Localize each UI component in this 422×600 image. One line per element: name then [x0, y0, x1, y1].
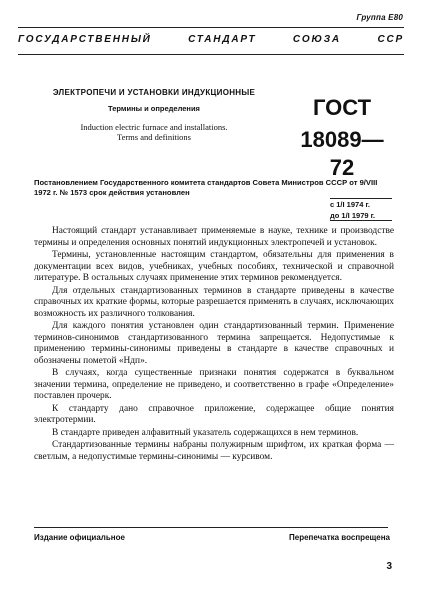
paragraph: Для каждого понятия установлен один стандартизованный термин. Применение терминов-синонимов стандартизованного термина запрещается. Недопустимые к применению термины-синонимы приведены в стандарте в качестве справочных и обозначены пометой «Ндп».	[34, 321, 394, 366]
title-main: ЭЛЕКТРОПЕЧИ И УСТАНОВКИ ИНДУКЦИОННЫЕ	[52, 88, 256, 97]
group-label: Группа Е80	[356, 13, 403, 22]
standard-header-title: ГОСУДАРСТВЕННЫЙ СТАНДАРТ СОЮЗА ССР	[18, 34, 404, 45]
gost-number: 18089—72	[300, 127, 384, 180]
title-english-line-2: Terms and definitions	[116, 132, 191, 142]
paragraph: В случаях, когда существенные признаки понятия содержатся в буквальном значении термина, определение не приведено, и соответственно в графе «Определение» поставлен прочерк.	[34, 368, 394, 401]
body-text	[34, 226, 394, 464]
gost-block	[292, 94, 392, 182]
paragraph: Термины, установленные настоящим стандартом, обязательны для применения в документации всех видов, учебниках, учебных пособиях, технической и справочной литературе. В остальных случаях применение этих терминов рекомендуется.	[34, 250, 394, 283]
footer-reprint-prohibited: Перепечатка воспрещена	[289, 533, 390, 542]
paragraph: Настоящий стандарт устанавливает применяемые в науке, технике и производстве термины и определения основных понятий индукционных электропечей и установок.	[34, 226, 394, 248]
footer-rule	[34, 527, 388, 528]
date-rule-bottom	[330, 220, 392, 221]
paragraph: К стандарту дано справочное приложение, содержащее общие понятия электротермии.	[34, 403, 394, 425]
title-block	[34, 88, 274, 142]
title-english-line-1: Induction electric furnace and installations.	[80, 122, 228, 132]
paragraph: Для отдельных стандартизованных терминов в стандарте приведены в качестве справочных их краткие формы, которые разрешается применять в случаях, исключающих возможность их различного толкования.	[34, 285, 394, 319]
decree-text: Постановлением Государственного комитета стандартов Совета Министров СССР от 9/VIII 1972 г. № 1573 срок действия установлен	[34, 178, 378, 197]
validity-from: с 1/I 1974 г.	[330, 200, 370, 209]
paragraph: Стандартизованные термины набраны полужирным шрифтом, их краткая форма — светлым, а недопустимые термины-синонимы — курсивом.	[34, 440, 394, 462]
gost-label: ГОСТ	[312, 95, 372, 120]
title-english	[34, 122, 274, 142]
page-number: 3	[386, 561, 392, 572]
header-rule	[18, 54, 404, 55]
paragraph: В стандарте приведен алфавитный указатель содержащихся в нем терминов.	[52, 427, 359, 438]
top-rule	[18, 27, 404, 28]
title-sub: Термины и определения	[108, 104, 200, 113]
date-rule-top	[330, 198, 392, 199]
footer-official-edition: Издание официальное	[34, 533, 125, 542]
validity-to: до 1/I 1979 г.	[330, 211, 376, 220]
